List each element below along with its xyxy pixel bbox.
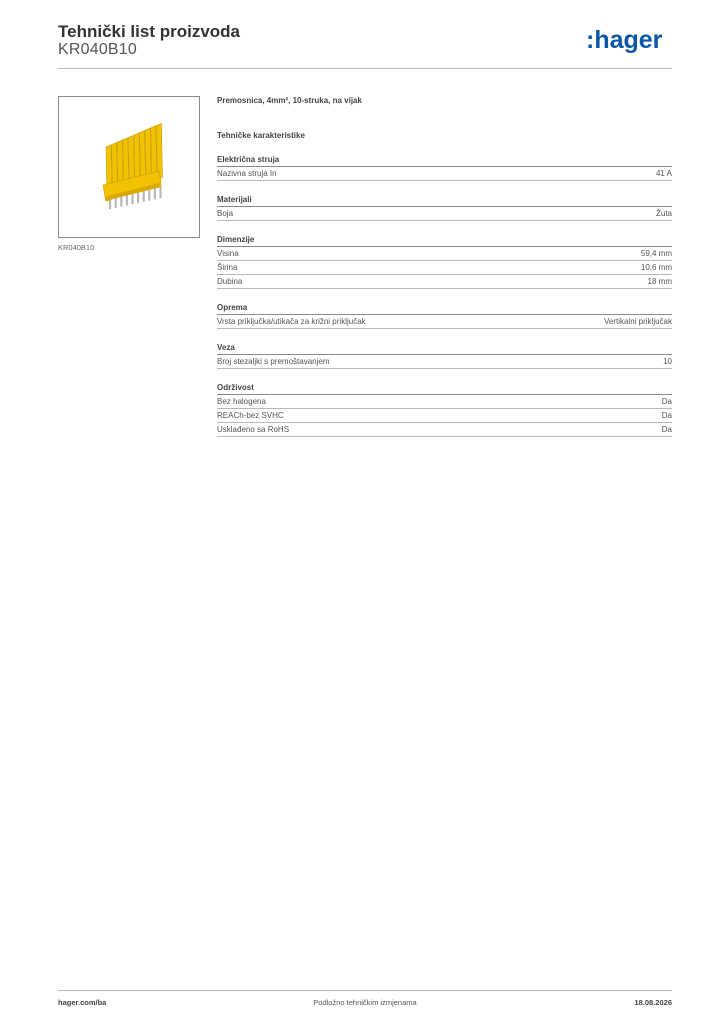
header-divider: [58, 68, 672, 69]
product-code-heading: KR040B10: [58, 41, 137, 58]
comb-pin: [148, 189, 150, 201]
page-header: [58, 20, 672, 69]
spec-label: Visina: [217, 249, 239, 258]
spec-label: Usklađeno sa RoHS: [217, 425, 290, 434]
spec-value: Da: [661, 425, 672, 434]
product-name: Premosnica, 4mm², 10-struka, na vijak: [217, 96, 362, 105]
spec-section: [217, 155, 672, 181]
spec-section: [217, 383, 672, 437]
spec-section: [217, 303, 672, 329]
hager-logo: [586, 26, 670, 54]
comb-pin: [143, 190, 145, 202]
spec-label: Broj stezaljki s premoštavanjem: [217, 357, 330, 366]
tech-characteristics-heading: Tehničke karakteristike: [217, 131, 305, 140]
comb-pin: [159, 186, 161, 198]
spec-sections: [217, 155, 672, 437]
spec-section-title: Električna struja: [217, 155, 280, 164]
spec-label: Vrsta priključka/utikača za križni priključak: [217, 317, 366, 326]
spec-row: [217, 423, 672, 437]
spec-section: [217, 195, 672, 221]
spec-row: [217, 315, 672, 329]
spec-value: Žuta: [655, 209, 672, 218]
spec-label: Nazivna struja In: [217, 169, 277, 178]
spec-section: [217, 235, 672, 289]
spec-label: Dubina: [217, 277, 243, 286]
spec-value: 59,4 mm: [640, 249, 672, 258]
product-specs: [217, 95, 672, 451]
product-image-frame: [58, 96, 200, 238]
spec-value: Da: [661, 397, 672, 406]
spec-section: [217, 343, 672, 369]
logo-text: :hager: [586, 26, 663, 54]
spec-value: 18 mm: [647, 277, 672, 286]
document-title: Tehnički list proizvoda: [58, 22, 240, 41]
spec-row: [217, 167, 672, 181]
spec-label: REACh-bez SVHC: [217, 411, 284, 420]
spec-value: 10: [663, 357, 672, 366]
spec-row: [217, 275, 672, 289]
footer-notice: Podložno tehničkim izmjenama: [313, 998, 417, 1007]
spec-value: Da: [661, 411, 672, 420]
spec-row: [217, 395, 672, 409]
spec-value: 10,6 mm: [640, 263, 672, 272]
spec-row: [217, 261, 672, 275]
footer-date: 18.08.2026: [634, 998, 672, 1007]
spec-label: Bez halogena: [217, 397, 266, 406]
spec-section-title: Održivost: [217, 383, 254, 392]
product-image-caption: KR040B10: [58, 243, 95, 252]
busbar-comb-illustration: [103, 123, 162, 209]
spec-row: [217, 409, 672, 423]
comb-tooth: [156, 123, 162, 179]
spec-label: Širina: [217, 263, 238, 272]
spec-section-title: Materijali: [217, 195, 252, 204]
spec-row: [217, 247, 672, 261]
spec-section-title: Dimenzije: [217, 235, 255, 244]
spec-value: 41 A: [655, 169, 672, 178]
spec-label: Boja: [217, 209, 234, 218]
spec-section-title: Veza: [217, 343, 235, 352]
product-image: [59, 97, 199, 237]
footer-website: hager.com/ba: [58, 998, 107, 1007]
comb-pin: [154, 187, 156, 199]
spec-section-title: Oprema: [217, 303, 248, 312]
spec-row: [217, 355, 672, 369]
spec-value: Vertikalni priključak: [603, 317, 672, 326]
spec-row: [217, 207, 672, 221]
footer-divider: [58, 990, 672, 991]
